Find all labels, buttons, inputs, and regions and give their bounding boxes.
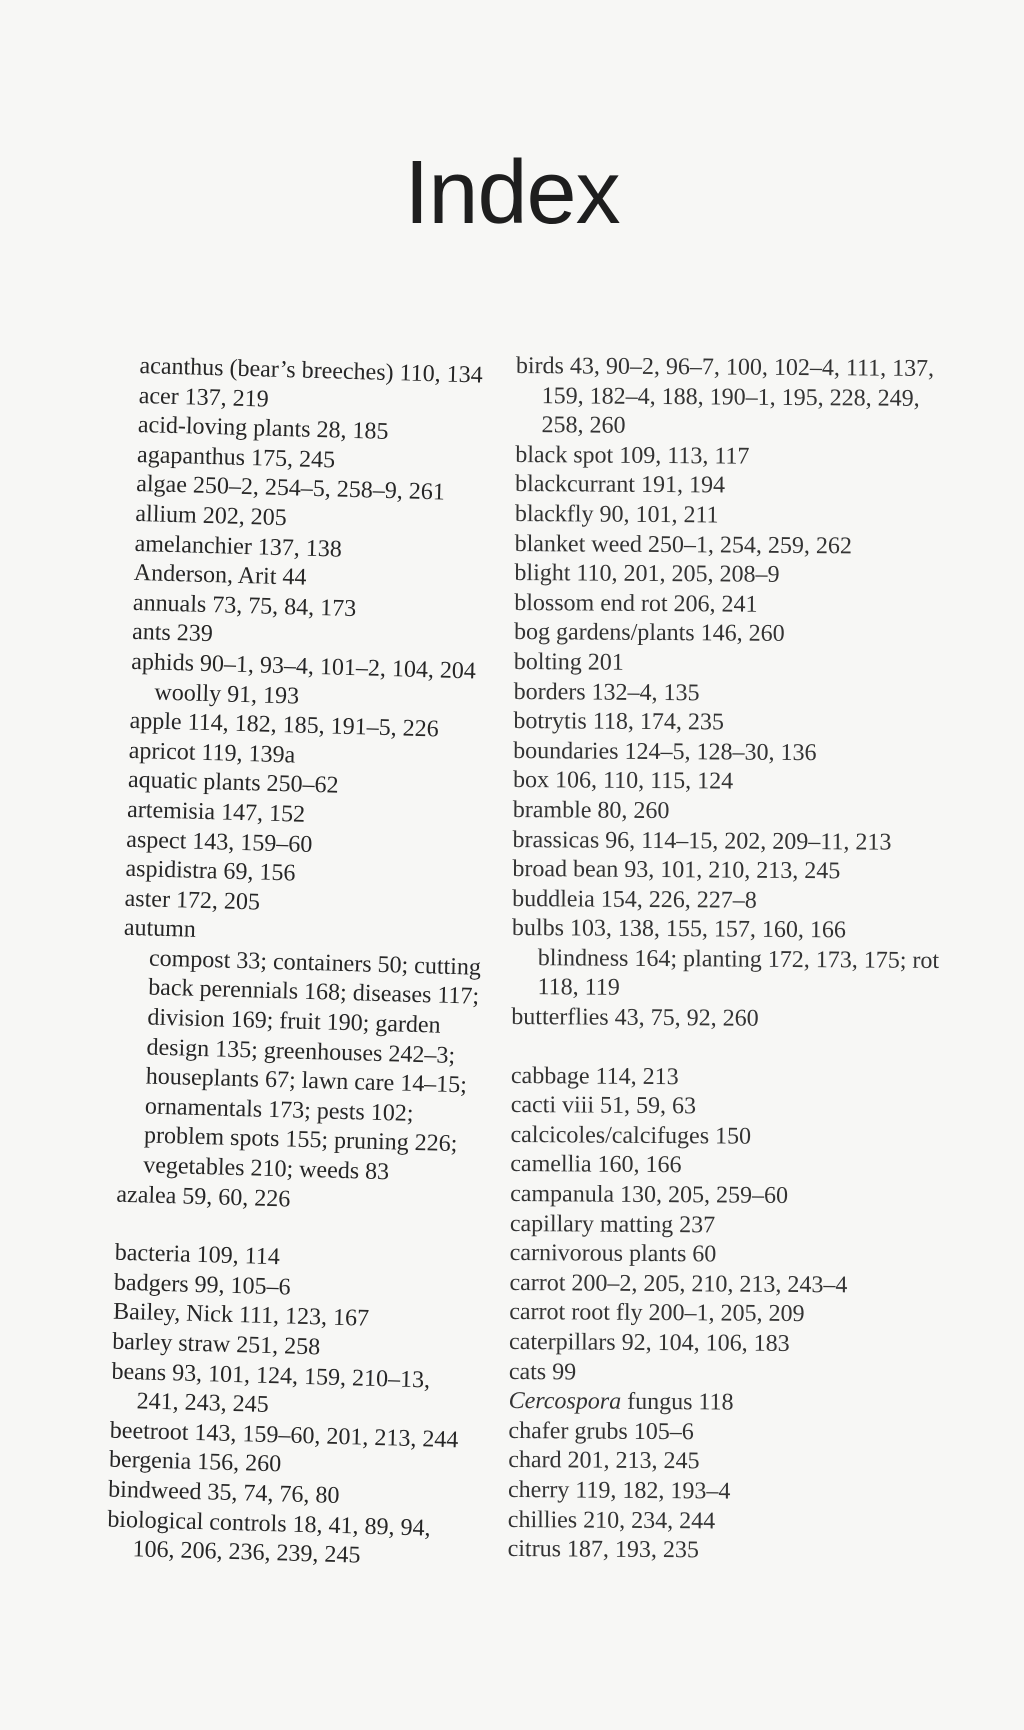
index-entry: bacteria 109, 114	[114, 1239, 281, 1271]
index-column-right	[508, 352, 946, 1568]
index-entry: broad bean 93, 101, 210, 213, 245	[512, 856, 841, 885]
index-entry: chard 201, 213, 245	[508, 1447, 700, 1475]
index-entry: calcicoles/calcifuges 150	[510, 1121, 752, 1150]
index-entry: chafer grubs 105–6	[508, 1417, 694, 1446]
index-entry: campanula 130, 205, 259–60	[510, 1181, 789, 1209]
index-entry: cherry 119, 182, 193–4	[507, 1476, 731, 1505]
index-entry: blackfly 90, 101, 211	[514, 500, 719, 529]
index-entry: biological controls 18, 41, 89, 94, 106, 206, 236, 239, 245	[107, 1506, 431, 1569]
index-entry: Anderson, Arit 44	[133, 560, 307, 591]
index-entry: acer 137, 219	[138, 382, 270, 413]
index-entry: butterflies 43, 75, 92, 260	[511, 1004, 759, 1032]
index-entry: birds 43, 90–2, 96–7, 100, 102–4, 111, 137, 159, 182–4, 188, 190–1, 195, 228, 249, 258, 260	[515, 352, 935, 439]
index-entry: annuals 73, 75, 84, 173	[132, 589, 357, 622]
index-entry: brassicas 96, 114–15, 202, 209–11, 213	[512, 826, 892, 856]
index-entry: cabbage 114, 213	[510, 1062, 679, 1090]
index-entry: black spot 109, 113, 117	[515, 441, 750, 470]
index-entry: carrot root fly 200–1, 205, 209	[509, 1299, 805, 1328]
index-entry: blossom end rot 206, 241	[514, 589, 758, 618]
index-entry: bergenia 156, 260	[108, 1446, 282, 1478]
index-entry: blight 110, 201, 205, 208–9	[514, 560, 780, 589]
index-entry: boundaries 124–5, 128–30, 136	[513, 737, 817, 766]
index-entry: amelanchier 137, 138	[134, 530, 343, 563]
index-entry: apricot 119, 139a	[128, 737, 296, 769]
index-entry: beetroot 143, 159–60, 201, 213, 244	[109, 1417, 459, 1454]
index-entry: box 106, 110, 115, 124	[512, 767, 734, 795]
index-column-left	[106, 352, 500, 1574]
index-entry	[509, 1387, 939, 1420]
index-entry: caterpillars 92, 104, 106, 183	[508, 1328, 790, 1357]
index-entry: bolting 201	[513, 648, 624, 676]
index-entry: algae 250–2, 254–5, 258–9, 261	[135, 471, 446, 506]
index-entry: allium 202, 205	[135, 500, 288, 532]
index-subentry: blindness 164; planting 172, 173, 175; rot 118, 119	[537, 945, 940, 1002]
index-entry: chillies 210, 234, 244	[507, 1506, 716, 1534]
index-entry: azalea 59, 60, 226	[116, 1181, 291, 1213]
index-entry: blanket weed 250–1, 254, 259, 262	[514, 530, 853, 559]
index-entry: cacti viii 51, 59, 63	[510, 1092, 697, 1120]
index-entry: borders 132–4, 135	[513, 678, 700, 706]
index-entry: Bailey, Nick 111, 123, 167	[112, 1299, 370, 1333]
index-entry-text: fungus 118	[627, 1388, 734, 1416]
index-entry: aster 172, 205	[124, 885, 261, 916]
index-entry: bog gardens/plants 146, 260	[513, 619, 785, 648]
index-entry: bramble 80, 260	[512, 796, 670, 824]
index-subentry: compost 33; containers 50; cutting back perennials 168; diseases 117; division 169; fruit 190; garden design 135; greenhouses 242–3; houseplants 67; lawn care 14–15; ornamentals 173; pests 102; problem spots 155; pruning 226; vegetables 210; weeds 83	[142, 945, 482, 1186]
index-entry: acid-loving plants 28, 185	[137, 412, 389, 446]
index-entry: camellia 160, 166	[510, 1151, 682, 1179]
page-title: Index	[404, 143, 620, 243]
index-entry: bulbs 103, 138, 155, 157, 160, 166	[511, 915, 847, 944]
index-entry: aphids 90–1, 93–4, 101–2, 104, 204	[130, 648, 477, 685]
index-entry: cats 99	[508, 1358, 577, 1386]
index-entry: ants 239	[131, 619, 214, 648]
index-entry: aquatic plants 250–62	[127, 767, 339, 800]
index-entry: autumn	[123, 915, 197, 944]
index-entry: agapanthus 175, 245	[136, 441, 336, 474]
letter-section-gap	[511, 1033, 941, 1065]
index-entry: citrus 187, 193, 235	[507, 1536, 700, 1564]
index-entry: aspect 143, 159–60	[126, 826, 313, 858]
index-entry: buddleia 154, 226, 227–8	[512, 885, 757, 914]
index-entry-italic-term: Cercospora	[508, 1388, 622, 1415]
index-entry: capillary matting 237	[509, 1210, 716, 1239]
index-entry: aspidistra 69, 156	[125, 855, 296, 887]
index-entry: carrot 200–2, 205, 210, 213, 243–4	[509, 1269, 848, 1299]
index-entry: blackcurrant 191, 194	[514, 471, 726, 499]
index-entry: acanthus (bear’s breeches) 110, 134	[139, 352, 484, 389]
index-entry: barley straw 251, 258	[111, 1328, 321, 1361]
index-entry: apple 114, 182, 185, 191–5, 226	[129, 707, 440, 743]
index-entry: badgers 99, 105–6	[113, 1269, 291, 1301]
index-entry: carnivorous plants 60	[509, 1240, 717, 1268]
index-entry: artemisia 147, 152	[126, 796, 306, 828]
index-subentry: woolly 91, 193	[154, 679, 300, 710]
index-entry: beans 93, 101, 124, 159, 210–13, 241, 243, 245	[111, 1358, 431, 1419]
index-entry: bindweed 35, 74, 76, 80	[107, 1476, 340, 1509]
index-entry: botrytis 118, 174, 235	[513, 708, 724, 736]
